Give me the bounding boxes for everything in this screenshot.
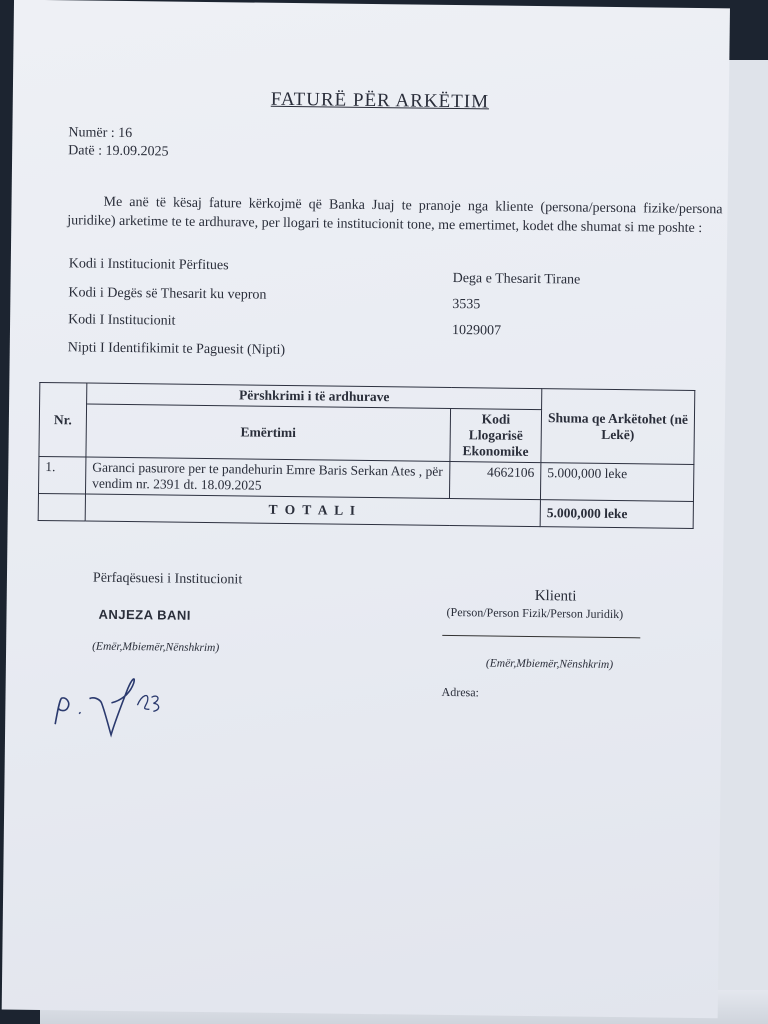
field-value-treasury-branch: 3535 <box>452 297 481 313</box>
field-value-institution-code: 1029007 <box>451 323 502 339</box>
field-label-institution-code: Kodi I Institucionit <box>68 312 176 329</box>
revenue-table <box>38 382 696 529</box>
total-nr-blank <box>38 493 85 521</box>
client-address-label: Adresa: <box>441 684 480 700</box>
client-caption: (Emër,Mbiemër,Nënshkrim) <box>485 657 614 671</box>
field-label-treasury-branch: Kodi i Degës së Thesarit ku vepron <box>68 285 267 303</box>
client-label: Klienti <box>534 588 577 605</box>
institution-representative-label: Përfaqësuesi i Institucionit <box>92 570 243 588</box>
header-revenue-description: Përshkrimi i të ardhurave <box>87 383 542 410</box>
document-meta <box>68 124 169 161</box>
invoice-number: Numër : 16 <box>68 125 133 142</box>
header-nr: Nr. <box>39 382 87 457</box>
invoice-page <box>2 0 730 1018</box>
intro-paragraph: Me anë të kësaj fature kërkojmë që Banka Juaj te pranoje nga kliente (persona/persona fizike/persona juridike) arketime te te ardhurave, per llogari te institucionit tone, me emertimet, kodet dhe shumat si me poshte : <box>67 194 723 237</box>
row-name: Garanci pasurore per te pandehurin Emre Baris Serkan Ates , për vendim nr. 2391 dt. 18.09.2025 <box>85 457 449 498</box>
total-label: T O T A L I <box>85 494 540 527</box>
handwritten-signature <box>49 668 180 740</box>
row-nr: 1. <box>38 456 85 494</box>
document-title: FATURË PËR ARKËTIM <box>270 88 490 113</box>
total-amount: 5.000,000 leke <box>540 500 693 529</box>
row-code: 4662106 <box>449 461 540 499</box>
field-label-beneficiary: Kodi i Institucionit Përfitues <box>68 256 229 274</box>
header-economic-account-code: Kodi Llogarisë Ekonomike <box>450 408 542 462</box>
representative-name: ANJEZA BANI <box>98 606 192 623</box>
row-amount: 5.000,000 leke <box>540 463 693 502</box>
field-value-beneficiary: Dega e Thesarit Tirane <box>452 271 581 288</box>
client-type: (Person/Person Fizik/Person Juridik) <box>446 604 624 622</box>
header-name: Emërtimi <box>86 404 451 461</box>
field-label-payer-nipt: Nipti I Identifikimit te Paguesit (Nipti) <box>67 340 286 358</box>
representative-caption: (Emër,Mbiemër,Nënshkrim) <box>92 640 220 655</box>
invoice-date: Datë : 19.09.2025 <box>68 143 169 160</box>
client-signature-line <box>442 635 640 638</box>
header-amount: Shuma qe Arkëtohet (në Lekë) <box>541 389 695 465</box>
